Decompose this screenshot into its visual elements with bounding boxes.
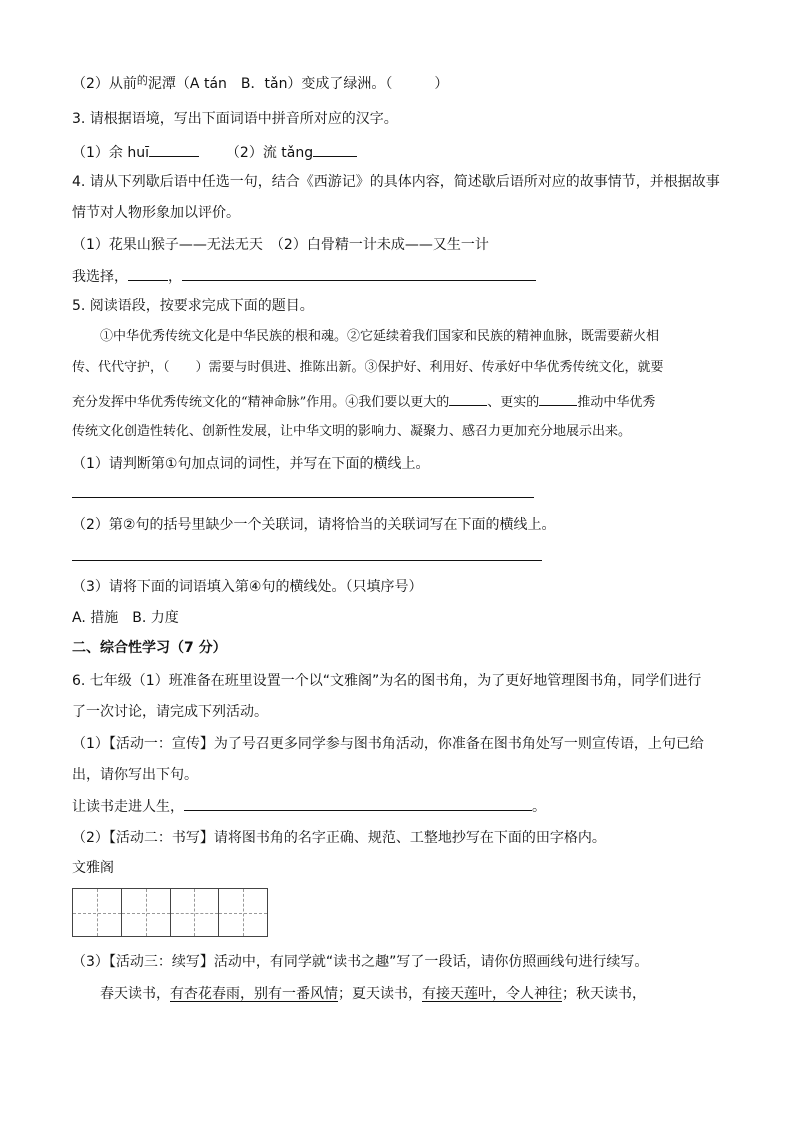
question-5-sub-1: （1）请判断第①句加点词的词性，并写在下面的横线上。 — [72, 456, 430, 472]
answer-blank[interactable] — [128, 266, 168, 281]
answer-line[interactable] — [72, 497, 534, 498]
grid-cell[interactable] — [122, 889, 171, 936]
underlined-sentence: 有接天莲叶，令人神往 — [422, 986, 562, 1002]
question-4-options: （1）花果山猴子——无法无天 （2）白骨精一计未成——又生一计 — [72, 237, 489, 253]
activity-1-line-1: （1）【活动一：宣传】为了号召更多同学参与图书角活动，你准备在图书角处写一则宣传语，上句已给 — [72, 736, 704, 752]
passage-line: 传统文化创造性转化、创新性发展，让中华文明的影响力、凝聚力、感召力更加充分地展示出来。 — [72, 424, 632, 439]
tianzige-grid[interactable] — [72, 888, 268, 937]
answer-blank[interactable] — [149, 142, 199, 157]
section-2-title: 二、综合性学习（7 分） — [72, 640, 227, 656]
activity-2: （2）【活动二：书写】请将图书角的名字正确、规范、工整地抄写在下面的田字格内。 — [72, 830, 606, 846]
dotted-character: 的 — [136, 74, 148, 87]
answer-blank[interactable] — [184, 796, 532, 811]
answer-line[interactable] — [72, 560, 542, 561]
question-6-stem-2: 了一次讨论，请完成下列活动。 — [72, 704, 268, 720]
grid-cell[interactable] — [219, 889, 267, 936]
underlined-sentence: 有杏花春雨，别有一番风情 — [170, 986, 338, 1002]
question-3-stem: 3. 请根据语境，写出下面词语中拼音所对应的汉字。 — [72, 111, 398, 127]
question-4-stem-2: 情节对人物形象加以评价。 — [72, 205, 240, 221]
activity-1-answer-line: 让读书走进人生， 。 — [72, 796, 546, 817]
passage-line: ①中华优秀传统文化是中华民族的根和魂。②它延续着我们国家和民族的精神血脉，既需要薪火相 — [100, 329, 660, 344]
passage-line: 充分发挥中华优秀传统文化的“精神命脉”作用。④我们要以更大的 、更实的 推动中华优秀 — [72, 391, 655, 413]
question-4-stem-1: 4. 请从下列歇后语中任选一句，结合《西游记》的具体内容，简述歇后语所对应的故事情节，并根据故事 — [72, 174, 720, 190]
question-6-stem-1: 6. 七年级（1）班准备在班里设置一个以“文雅阁”为名的图书角，为了更好地管理图书角，同学们进行 — [72, 673, 702, 689]
activity-3: （3）【活动三：续写】活动中，有同学就“读书之趣”写了一段话，请你仿照画线句进行续写。 — [72, 954, 649, 970]
passage-line: 传、代代守护，（ ）需要与时俱进、推陈出新。③保护好、利用好、传承好中华优秀传统文化，就要 — [72, 360, 664, 375]
question-4-answer-line: 我选择， ， — [72, 266, 536, 287]
answer-blank[interactable] — [539, 391, 577, 406]
activity-3-passage: 春天读书，有杏花春雨，别有一番风情；夏天读书，有接天莲叶，令人神往；秋天读书， — [100, 986, 646, 1002]
activity-1-line-2: 出，请你写出下句。 — [72, 767, 198, 783]
answer-blank[interactable] — [449, 391, 487, 406]
answer-blank[interactable] — [182, 266, 536, 281]
question-3-items: （1）余 huī （2）流 tǎng — [72, 142, 357, 163]
question-5-stem: 5. 阅读语段，按要求完成下面的题目。 — [72, 298, 314, 314]
question-5-sub-2: （2）第②句的括号里缺少一个关联词，请将恰当的关联词写在下面的横线上。 — [72, 517, 556, 533]
question-5-choices: A. 措施 B. 力度 — [72, 610, 179, 626]
question-2-2: （2）从前$^的$泥潭（A tán B．tǎn）变成了绿洲。（ ） — [72, 74, 449, 92]
library-name: 文雅阁 — [72, 860, 114, 876]
grid-cell[interactable] — [171, 889, 220, 936]
grid-cell[interactable] — [73, 889, 122, 936]
question-5-sub-3: （3）请将下面的词语填入第④句的横线处。（只填序号） — [72, 579, 423, 595]
answer-blank[interactable] — [313, 142, 357, 157]
